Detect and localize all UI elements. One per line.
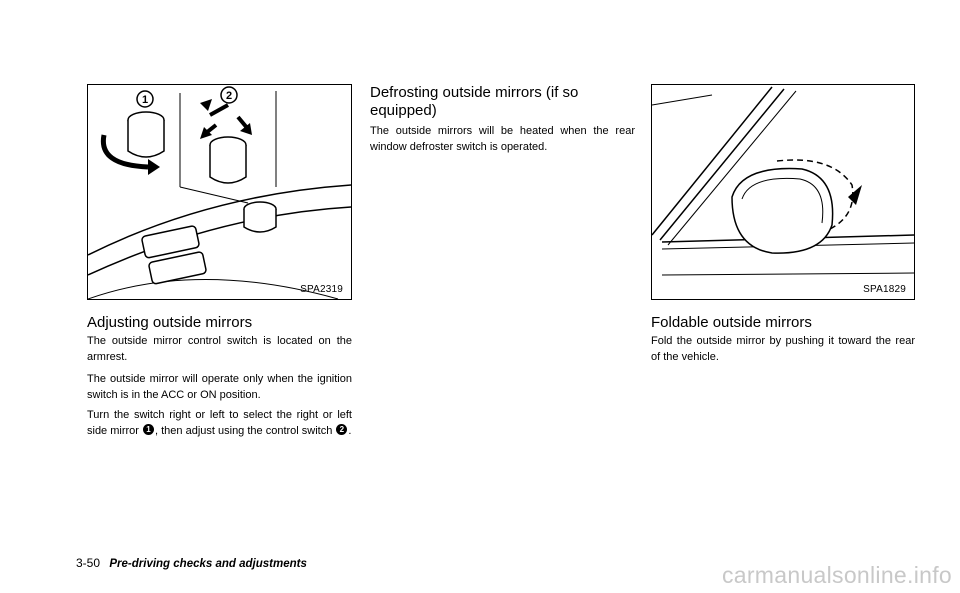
watermark: carmanualsonline.info <box>721 562 952 588</box>
paragraph: The outside mirrors will be heated when the rear window defroster switch is operated. <box>370 125 635 153</box>
section-title-adjusting-mirrors: Adjusting outside mirrors <box>87 314 253 331</box>
folding-mirror-illustration <box>652 85 914 299</box>
callout-1: 1 <box>141 94 149 106</box>
mirror-switch-illustration <box>88 85 351 299</box>
figure-mirror-control-switch <box>87 84 352 300</box>
marker-2: 2 <box>336 424 347 435</box>
section-title-foldable-mirrors: Foldable outside mirrors <box>651 314 812 331</box>
paragraph: The outside mirror will operate only when the ignition switch is in the ACC or ON position. <box>87 373 352 401</box>
section-title-defrosting-mirrors: Defrosting outside mirrors (if so equipped) <box>370 84 579 119</box>
paragraph <box>87 408 352 439</box>
callout-2: 2 <box>225 90 233 102</box>
figure-code: SPA1829 <box>863 284 906 295</box>
paragraph: Fold the outside mirror by pushing it toward the rear of the vehicle. <box>651 335 915 363</box>
paragraph-text: , then adjust using the control switch <box>155 424 333 437</box>
page-number: 3-50 <box>76 556 101 570</box>
figure-folding-mirror <box>651 84 915 300</box>
paragraph-text: . <box>348 424 352 437</box>
paragraph: The outside mirror control switch is located on the armrest. <box>87 335 352 363</box>
figure-code: SPA2319 <box>300 284 343 295</box>
marker-1: 1 <box>143 424 154 435</box>
section-name: Pre-driving checks and adjustments <box>109 558 307 570</box>
page-footer <box>76 556 307 570</box>
paragraph-text: Turn the switch right or left to select the right or left side mirror <box>87 409 352 437</box>
